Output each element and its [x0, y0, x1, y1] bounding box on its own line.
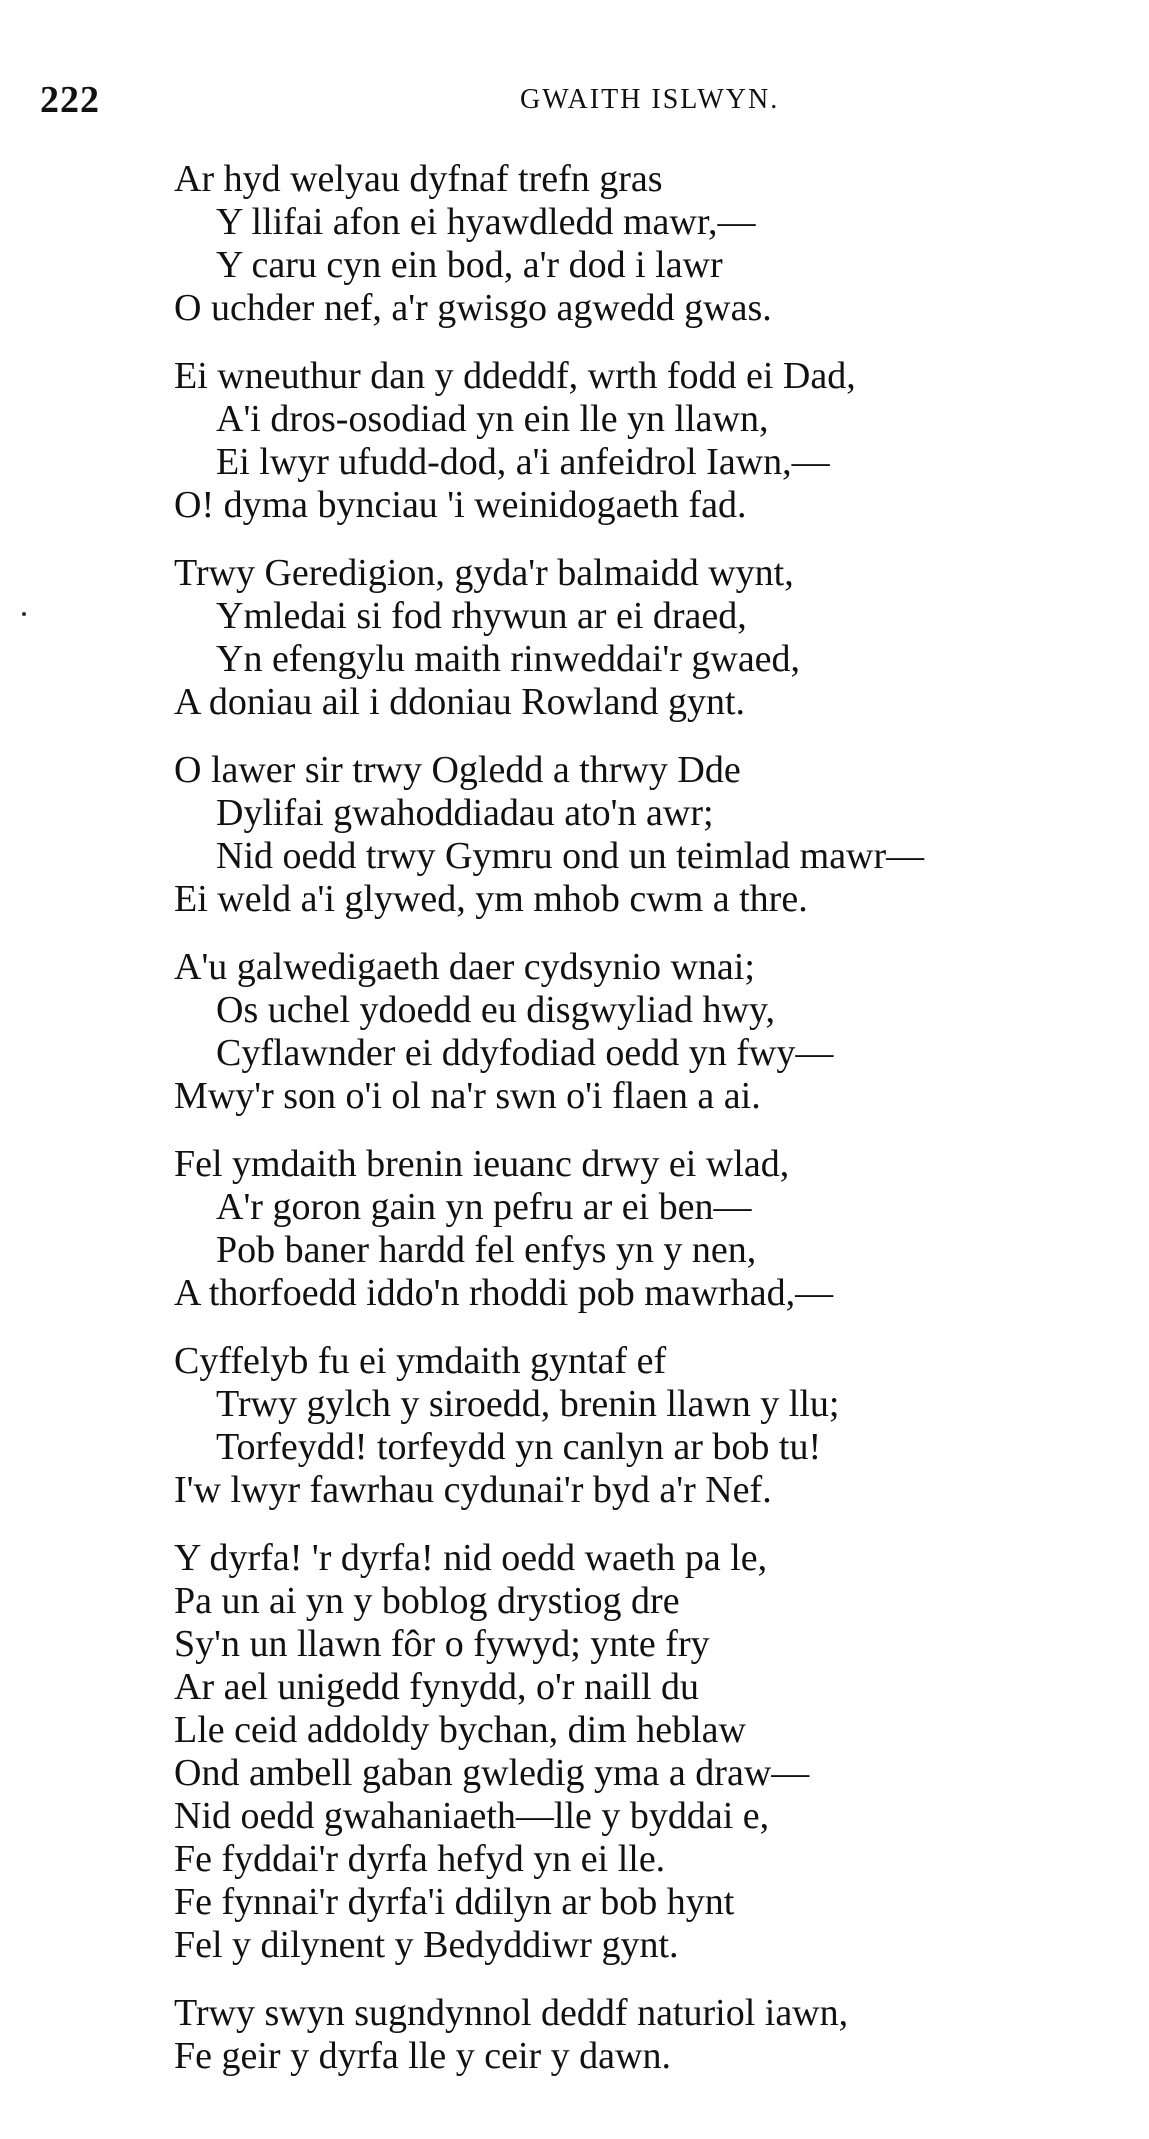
- stanza: [174, 749, 1104, 921]
- verse-line: A'u galwedigaeth daer cydsynio wnai;: [174, 946, 755, 988]
- stanza: [174, 1992, 1104, 2078]
- verse-line: Y caru cyn ein bod, a'r dod i lawr: [216, 244, 723, 286]
- margin-speck: [22, 612, 26, 616]
- verse-line: Pob baner hardd fel enfys yn y nen,: [216, 1229, 757, 1271]
- verse-line: A doniau ail i ddoniau Rowland gynt.: [174, 681, 746, 723]
- verse-line: Sy'n un llawn fôr o fywyd; ynte fry: [174, 1623, 710, 1665]
- verse-line: Dylifai gwahoddiadau ato'n awr;: [216, 792, 714, 834]
- stanza: [174, 1340, 1104, 1512]
- verse-line: A'i dros-osodiad yn ein lle yn llawn,: [216, 398, 769, 440]
- verse-line: Fe fyddai'r dyrfa hefyd yn ei lle.: [174, 1838, 666, 1880]
- page-header: [40, 78, 1080, 128]
- running-head: GWAITH ISLWYN.: [520, 84, 780, 115]
- verse-line: Ei lwyr ufudd-dod, a'i anfeidrol Iawn,—: [216, 441, 830, 483]
- verse-line: Fe geir y dyrfa lle y ceir y dawn.: [174, 2035, 671, 2077]
- verse-line: Trwy swyn sugndynnol deddf naturiol iawn,: [174, 1992, 849, 2034]
- verse-line: Ond ambell gaban gwledig yma a draw—: [174, 1752, 810, 1794]
- verse-line: A'r goron gain yn pefru ar ei ben—: [216, 1186, 752, 1228]
- stanza: [174, 946, 1104, 1118]
- stanza: [174, 1537, 1104, 1967]
- verse-line: Nid oedd trwy Gymru ond un teimlad mawr—: [216, 835, 925, 877]
- stanza: [174, 355, 1104, 527]
- verse-line: Fel y dilynent y Bedyddiwr gynt.: [174, 1924, 679, 1966]
- verse-line: Fel ymdaith brenin ieuanc drwy ei wlad,: [174, 1143, 790, 1185]
- page-number: 222: [40, 79, 100, 121]
- verse-line: Lle ceid addoldy bychan, dim heblaw: [174, 1709, 746, 1751]
- verse-line: I'w lwyr fawrhau cydunai'r byd a'r Nef.: [174, 1469, 772, 1511]
- verse-line: Y dyrfa! 'r dyrfa! nid oedd waeth pa le,: [174, 1537, 768, 1579]
- stanza: [174, 1143, 1104, 1315]
- verse-line: Y llifai afon ei hyawdledd mawr,—: [216, 201, 756, 243]
- verse-line: Yn efengylu maith rinweddai'r gwaed,: [216, 638, 801, 680]
- stanza: [174, 158, 1104, 330]
- verse-line: Pa un ai yn y boblog drystiog dre: [174, 1580, 680, 1622]
- verse-line: Os uchel ydoedd eu disgwyliad hwy,: [216, 989, 775, 1031]
- stanza: [174, 552, 1104, 724]
- verse-line: Mwy'r son o'i ol na'r swn o'i flaen a ai.: [174, 1075, 761, 1117]
- verse-line: Ei weld a'i glywed, ym mhob cwm a thre.: [174, 878, 808, 920]
- verse-line: Ar hyd welyau dyfnaf trefn gras: [174, 158, 663, 200]
- verse-line: O lawer sir trwy Ogledd a thrwy Dde: [174, 749, 741, 791]
- verse-line: Cyffelyb fu ei ymdaith gyntaf ef: [174, 1340, 667, 1382]
- verse-line: O! dyma bynciau 'i weinidogaeth fad.: [174, 484, 747, 526]
- verse-line: Trwy gylch y siroedd, brenin llawn y llu;: [216, 1383, 840, 1425]
- verse-line: A thorfoedd iddo'n rhoddi pob mawrhad,—: [174, 1272, 834, 1314]
- verse-line: Ei wneuthur dan y ddeddf, wrth fodd ei Dad,: [174, 355, 856, 397]
- verse-line: Cyflawnder ei ddyfodiad oedd yn fwy—: [216, 1032, 834, 1074]
- verse-line: Torfeydd! torfeydd yn canlyn ar bob tu!: [216, 1426, 822, 1468]
- verse-line: Trwy Geredigion, gyda'r balmaidd wynt,: [174, 552, 794, 594]
- verse-line: Nid oedd gwahaniaeth—lle y byddai e,: [174, 1795, 770, 1837]
- verse-line: Fe fynnai'r dyrfa'i ddilyn ar bob hynt: [174, 1881, 735, 1923]
- verse-line: Ymledai si fod rhywun ar ei draed,: [216, 595, 747, 637]
- poem-body: [174, 158, 1104, 2103]
- verse-line: O uchder nef, a'r gwisgo agwedd gwas.: [174, 287, 772, 329]
- verse-line: Ar ael unigedd fynydd, o'r naill du: [174, 1666, 700, 1708]
